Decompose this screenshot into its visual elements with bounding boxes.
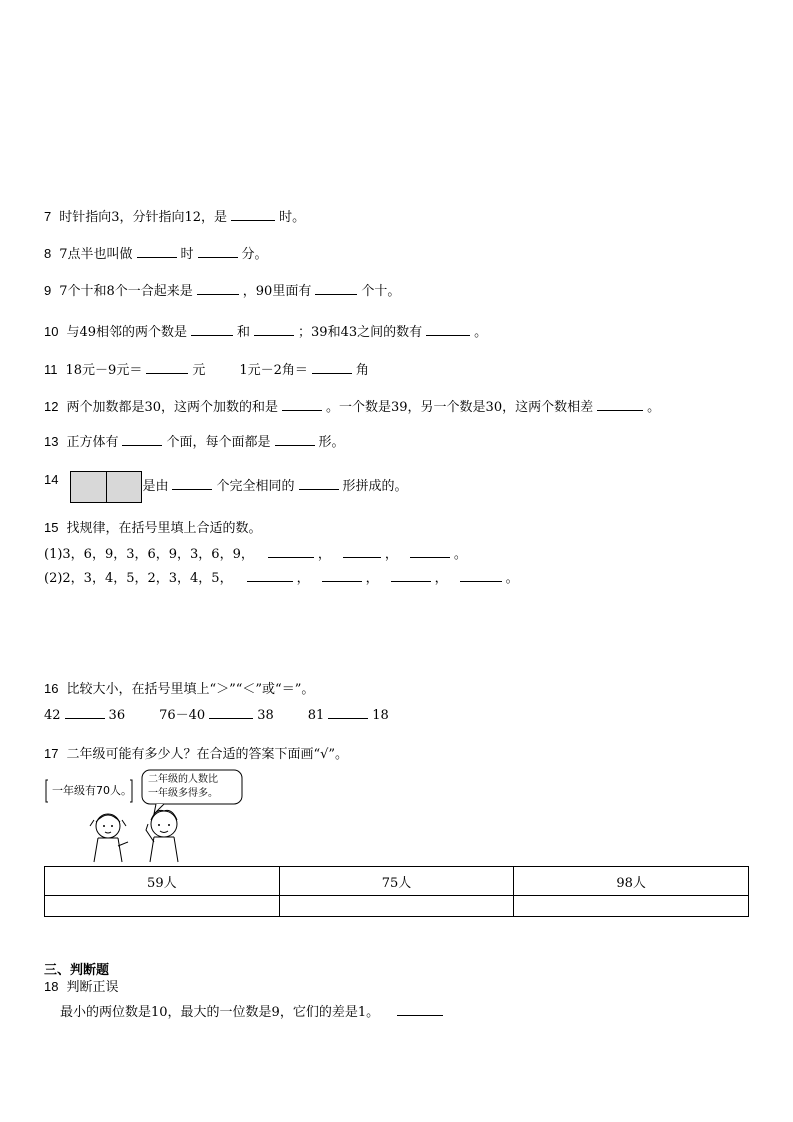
question-number: 11 xyxy=(44,362,58,377)
question-number: 9 xyxy=(44,283,52,298)
compare-right: 38 xyxy=(257,708,274,723)
answer-blank[interactable] xyxy=(391,569,431,582)
compare-left: 42 xyxy=(44,708,61,723)
compare-left: 81 xyxy=(307,708,325,723)
period: 。 xyxy=(453,547,467,562)
answer-blank[interactable] xyxy=(197,282,239,295)
answer-blank[interactable] xyxy=(122,433,162,446)
answer-blank[interactable] xyxy=(172,477,212,490)
answer-blank[interactable] xyxy=(209,706,253,719)
question-9 xyxy=(44,282,400,300)
compare-right: 36 xyxy=(108,708,126,723)
question-18-statement xyxy=(60,1003,447,1021)
question-number: 10 xyxy=(44,324,59,339)
question-text: 角 xyxy=(355,363,369,378)
question-number: 13 xyxy=(44,434,59,449)
question-16-comparisons xyxy=(44,706,389,724)
question-text: 时 xyxy=(180,247,194,262)
question-number: 17 xyxy=(44,746,59,761)
question-text: 个面，每个面都是 xyxy=(166,435,271,450)
question-text: 形拼成的。 xyxy=(342,479,408,494)
check-cell[interactable] xyxy=(514,896,749,917)
two-squares-figure xyxy=(70,471,142,503)
question-16 xyxy=(44,681,314,698)
question-number: 18 xyxy=(44,979,59,994)
question-text: 7个十和8个一合起来是 xyxy=(59,284,193,299)
question-text: 时。 xyxy=(279,210,306,225)
question-text: 。一个数是39，另一个数是30，这两个数相差 xyxy=(326,400,594,415)
question-text: ；39和43之间的数有 xyxy=(298,325,423,340)
question-18 xyxy=(44,979,118,996)
question-number: 15 xyxy=(44,520,59,535)
answer-blank[interactable] xyxy=(343,545,381,558)
question-text: 个十。 xyxy=(361,284,401,299)
question-14 xyxy=(44,470,408,504)
question-text: ，90里面有 xyxy=(242,284,312,299)
answer-blank[interactable] xyxy=(268,545,314,558)
question-text: 找规律，在括号里填上合适的数。 xyxy=(66,521,262,536)
question-text: 1元－2角＝ xyxy=(239,363,308,378)
question-text: 两个加数都是30，这两个加数的和是 xyxy=(66,400,279,415)
option-cell: 59人 xyxy=(45,867,280,896)
answer-blank[interactable] xyxy=(231,208,275,221)
compare-left: 76－40 xyxy=(159,708,206,723)
option-cell: 98人 xyxy=(514,867,749,896)
compare-right: 18 xyxy=(372,708,389,723)
question-text: 18元－9元＝ xyxy=(65,363,143,378)
period: 。 xyxy=(505,571,519,586)
answer-blank[interactable] xyxy=(328,706,368,719)
question-text: 分。 xyxy=(241,247,268,262)
question-text: 。 xyxy=(474,325,488,340)
bubble-left-text: 一年级有70人。 xyxy=(52,784,132,797)
section-heading: 三、判断题 xyxy=(44,963,110,978)
question-text: 是由 xyxy=(142,479,169,494)
question-text: 个完全相同的 xyxy=(216,479,295,494)
answer-blank[interactable] xyxy=(597,398,643,411)
answer-blank[interactable] xyxy=(322,569,362,582)
question-number: 7 xyxy=(44,209,52,224)
answer-blank[interactable] xyxy=(299,477,339,490)
question-number: 8 xyxy=(44,246,52,261)
question-text: 。 xyxy=(647,400,661,415)
answer-blank[interactable] xyxy=(137,245,177,258)
statement-text: 最小的两位数是10，最大的一位数是9，它们的差是1。 xyxy=(60,1005,380,1020)
comma: ， xyxy=(365,571,379,586)
question-text: 形。 xyxy=(318,435,345,450)
question-7 xyxy=(44,208,305,226)
children-illustration xyxy=(44,768,244,864)
bubble-right-line-1: 二年级的人数比 xyxy=(148,774,218,785)
answer-blank[interactable] xyxy=(198,245,238,258)
question-number: 14 xyxy=(44,472,59,487)
answer-blank[interactable] xyxy=(254,323,294,336)
table-row xyxy=(45,867,749,896)
answer-blank[interactable] xyxy=(247,569,293,582)
answer-blank[interactable] xyxy=(146,361,188,374)
comma: ， xyxy=(317,547,331,562)
question-11 xyxy=(44,361,369,379)
check-cell[interactable] xyxy=(279,896,514,917)
question-text: 与49相邻的两个数是 xyxy=(66,325,188,340)
question-17 xyxy=(44,746,348,763)
check-cell[interactable] xyxy=(45,896,280,917)
question-text: 7点半也叫做 xyxy=(59,247,133,262)
answer-blank[interactable] xyxy=(312,361,352,374)
question-number: 16 xyxy=(44,681,59,696)
options-table xyxy=(44,866,749,917)
question-12 xyxy=(44,398,660,416)
answer-blank[interactable] xyxy=(315,282,357,295)
question-15 xyxy=(44,520,261,537)
question-15-part-2 xyxy=(44,569,519,587)
sequence-text: (1)3，6，9，3，6，9，3，6，9， xyxy=(44,547,254,562)
answer-blank[interactable] xyxy=(410,545,450,558)
question-text: 时针指向3，分针指向12，是 xyxy=(59,210,228,225)
question-text: 比较大小，在括号里填上“＞”“＜”或“＝”。 xyxy=(66,682,315,697)
answer-blank[interactable] xyxy=(397,1003,443,1016)
question-text: 判断正误 xyxy=(66,980,119,995)
table-row xyxy=(45,896,749,917)
answer-blank[interactable] xyxy=(275,433,315,446)
answer-blank[interactable] xyxy=(191,323,233,336)
sequence-text: (2)2，3，4，5，2，3，4，5， xyxy=(44,571,233,586)
question-number: 12 xyxy=(44,399,59,414)
bubble-right-line-2: 一年级多得多。 xyxy=(148,788,218,799)
question-text: 元 xyxy=(192,363,206,378)
option-cell: 75人 xyxy=(279,867,514,896)
comma: ， xyxy=(384,547,398,562)
answer-blank[interactable] xyxy=(426,323,470,336)
question-15-part-1 xyxy=(44,545,467,563)
comma: ， xyxy=(296,571,310,586)
answer-blank[interactable] xyxy=(65,706,105,719)
question-text: 二年级可能有多少人？在合适的答案下面画“√”。 xyxy=(66,747,349,762)
answer-blank[interactable] xyxy=(282,398,322,411)
question-10 xyxy=(44,323,487,341)
comma: ， xyxy=(434,571,448,586)
question-text: 正方体有 xyxy=(66,435,119,450)
question-13 xyxy=(44,433,345,451)
answer-blank[interactable] xyxy=(460,569,502,582)
question-8 xyxy=(44,245,268,263)
question-text: 和 xyxy=(237,325,251,340)
